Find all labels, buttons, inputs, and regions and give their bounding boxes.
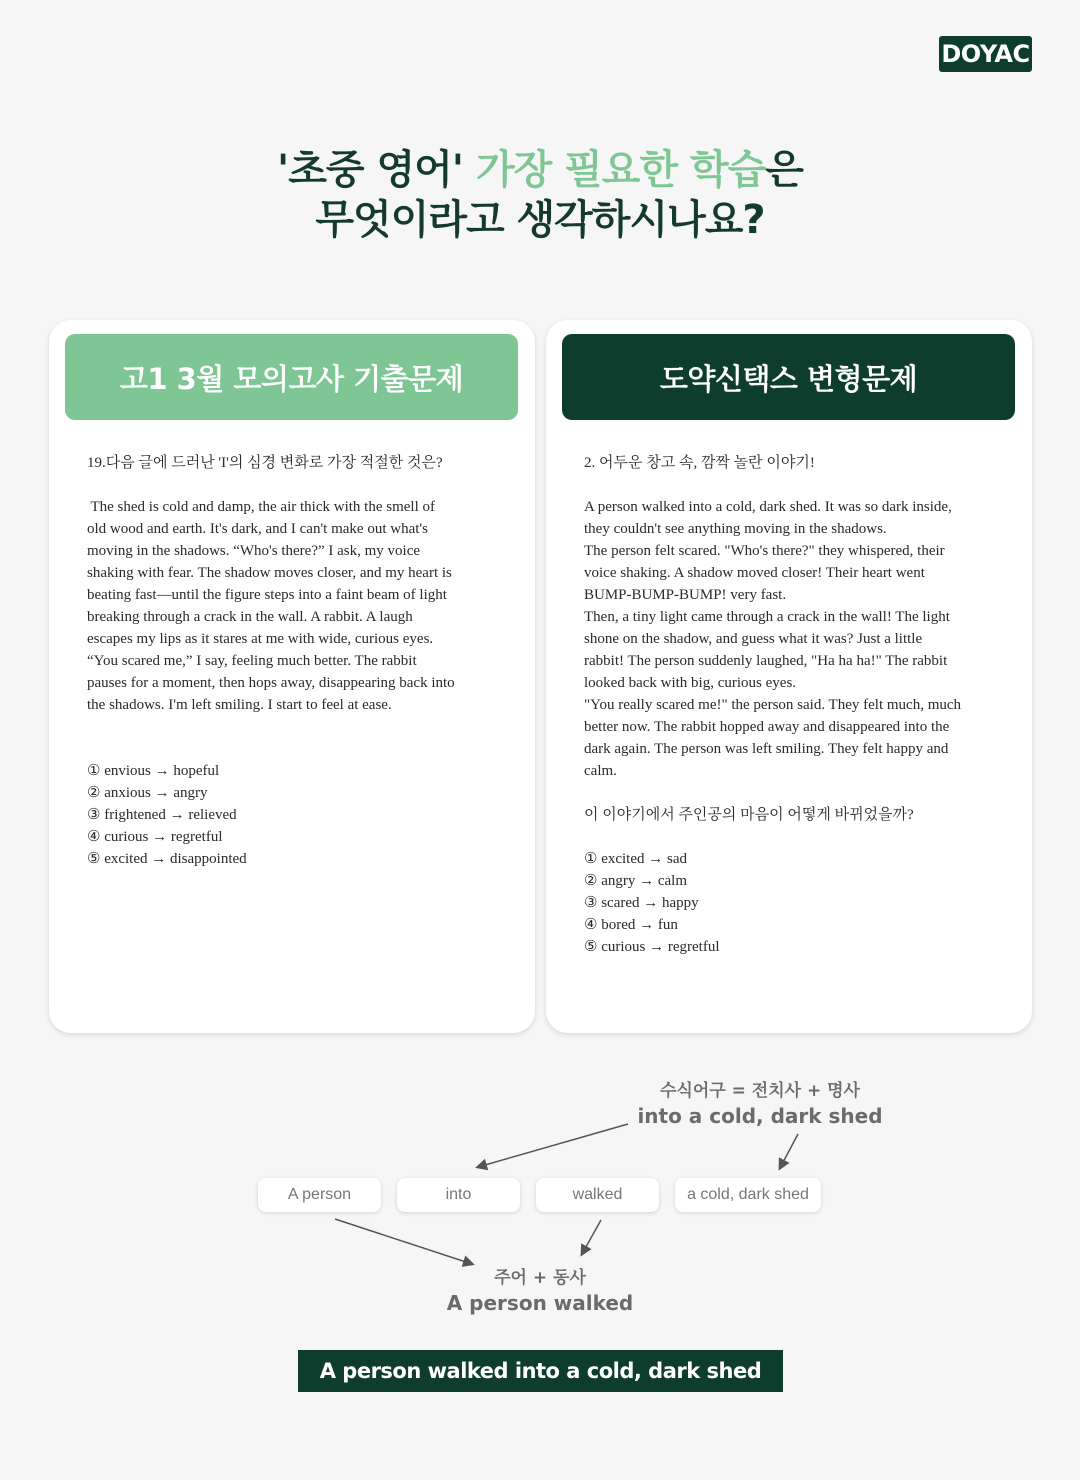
choice-item: ① excited → sad bbox=[584, 851, 688, 867]
variant-question-card bbox=[546, 320, 1032, 1033]
passage-line: BUMP-BUMP-BUMP! very fast. bbox=[584, 587, 787, 603]
choice-item: ② anxious → angry bbox=[87, 785, 208, 801]
full-sentence-banner: A person walked into a cold, dark shed bbox=[298, 1350, 783, 1392]
headline-highlight: 가장 필요한 학습 bbox=[475, 147, 766, 193]
subject-verb-ko: 주어 + 동사 bbox=[494, 1268, 586, 1288]
choice-item: ⑤ curious → regretful bbox=[584, 939, 720, 955]
arrow-to-into bbox=[478, 1124, 628, 1167]
passage-line: pauses for a moment, then hops away, disappearing back into bbox=[87, 675, 455, 691]
chip-a-cold-dark-shed: a cold, dark shed bbox=[675, 1178, 821, 1212]
variant-choices bbox=[584, 848, 994, 958]
passage-line: escapes my lips as it stares at me with wide, curious eyes. bbox=[87, 631, 434, 647]
headline-line-1 bbox=[0, 145, 1080, 195]
subject-verb-en: A person walked bbox=[446, 1291, 634, 1315]
arrow-person-to-subject bbox=[335, 1219, 472, 1264]
doyac-logo: DOYAC bbox=[939, 36, 1032, 72]
passage-line: the shadows. I'm left smiling. I start to feel at ease. bbox=[87, 697, 392, 713]
passage-line: voice shaking. A shadow moved closer! Their heart went bbox=[584, 565, 925, 581]
choice-item: ④ bored → fun bbox=[584, 917, 678, 933]
modifier-phrase-ko: 수식어구 = 전치사 + 명사 bbox=[660, 1081, 860, 1101]
exam-card-header: 고1 3월 모의고사 기출문제 bbox=[65, 334, 518, 420]
passage-line: looked back with big, curious eyes. bbox=[584, 675, 797, 691]
passage-line: shaking with fear. The shadow moves closer, and my heart is bbox=[87, 565, 452, 581]
arrow-walked-to-subject bbox=[582, 1220, 601, 1254]
variant-ask: 이 이야기에서 주인공의 마음이 어떻게 바뀌었을까? bbox=[584, 807, 914, 823]
passage-line: moving in the shadows. “Who's there?” I ask, my voice bbox=[87, 543, 421, 559]
passage-line: better now. The rabbit hopped away and disappeared into the bbox=[584, 719, 950, 735]
choice-item: ③ scared → happy bbox=[584, 895, 699, 911]
passage-line: they couldn't see anything moving in the shadows. bbox=[584, 521, 887, 537]
modifier-phrase-label bbox=[620, 1079, 900, 1129]
passage-line: A person walked into a cold, dark shed. It was so dark inside, bbox=[584, 499, 952, 515]
headline-part-1: '초중 영어' bbox=[277, 147, 476, 193]
choice-item: ④ curious → regretful bbox=[87, 829, 223, 845]
variant-card-header: 도약신택스 변형문제 bbox=[562, 334, 1015, 420]
variant-card-body bbox=[584, 452, 994, 958]
passage-line: beating fast—until the figure steps into a faint beam of light bbox=[87, 587, 447, 603]
passage-line: dark again. The person was left smiling. They felt happy and bbox=[584, 741, 949, 757]
exam-card-body bbox=[87, 452, 497, 870]
chip-walked: walked bbox=[536, 1178, 659, 1212]
passage-line: calm. bbox=[584, 763, 617, 779]
chip-a-person: A person bbox=[258, 1178, 381, 1212]
modifier-phrase-en: into a cold, dark shed bbox=[637, 1104, 883, 1128]
passage-line: "You really scared me!" the person said. They felt much, much bbox=[584, 697, 962, 713]
subject-verb-label bbox=[400, 1266, 680, 1316]
passage-line: old wood and earth. It's dark, and I can't make out what's bbox=[87, 521, 428, 537]
passage-line: Then, a tiny light came through a crack in the wall! The light bbox=[584, 609, 950, 625]
choice-item: ③ frightened → relieved bbox=[87, 807, 237, 823]
headline-line-2: 무엇이라고 생각하시나요? bbox=[315, 197, 765, 243]
choice-item: ⑤ excited → disappointed bbox=[87, 851, 247, 867]
passage-line: “You scared me,” I say, feeling much better. The rabbit bbox=[87, 653, 417, 669]
passage-line: rabbit! The person suddenly laughed, "Ha ha ha!" The rabbit bbox=[584, 653, 948, 669]
variant-passage bbox=[584, 496, 994, 782]
arrow-to-shed bbox=[780, 1134, 798, 1168]
passage-line: breaking through a crack in the wall. A rabbit. A laugh bbox=[87, 609, 413, 625]
exam-passage bbox=[87, 496, 497, 716]
page-headline bbox=[0, 145, 1080, 245]
choice-item: ① envious → hopeful bbox=[87, 763, 220, 779]
chip-into: into bbox=[397, 1178, 520, 1212]
exam-choices bbox=[87, 760, 497, 870]
exam-question-title: 19.다음 글에 드러난 'I'의 심경 변화로 가장 적절한 것은? bbox=[87, 455, 443, 471]
headline-part-2: 은 bbox=[765, 147, 803, 193]
passage-line: The shed is cold and damp, the air thick with the smell of bbox=[87, 499, 435, 515]
choice-item: ② angry → calm bbox=[584, 873, 688, 889]
passage-line: shone on the shadow, and guess what it was? Just a little bbox=[584, 631, 923, 647]
passage-line: The person felt scared. "Who's there?" they whispered, their bbox=[584, 543, 945, 559]
exam-question-card bbox=[49, 320, 535, 1033]
variant-question-title: 2. 어두운 창고 속, 깜짝 놀란 이야기! bbox=[584, 455, 815, 471]
